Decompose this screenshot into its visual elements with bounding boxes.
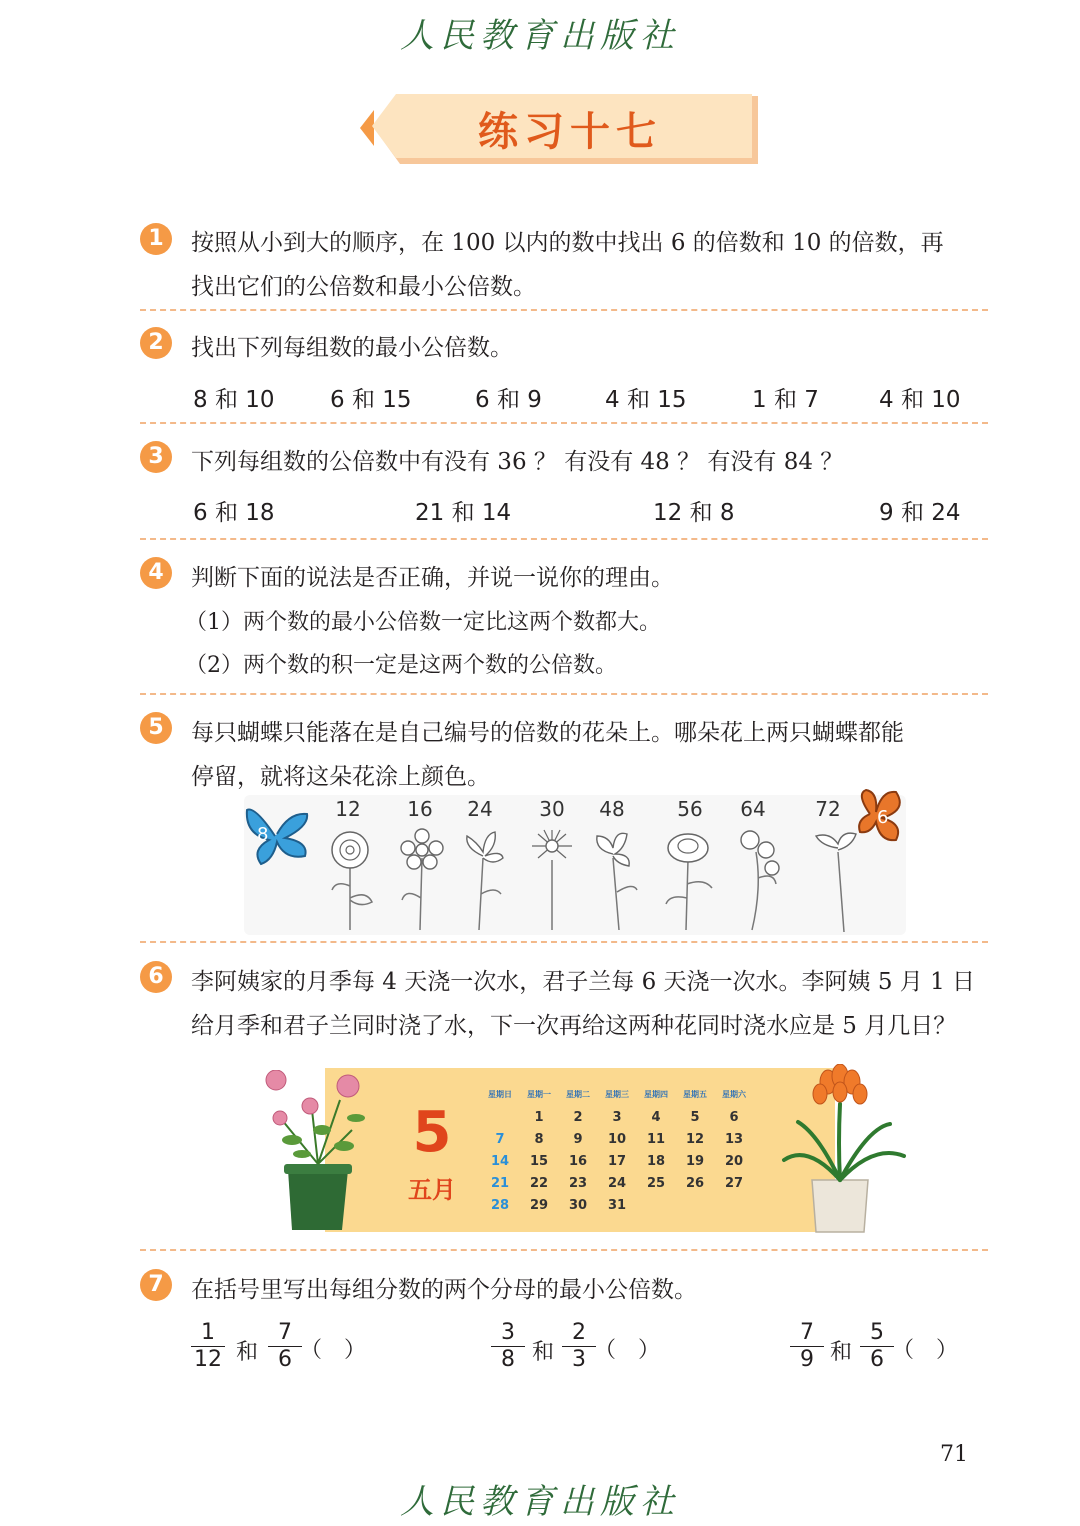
calendar-day: 18 bbox=[646, 1154, 666, 1169]
divider bbox=[140, 538, 988, 540]
calendar-day: 16 bbox=[568, 1154, 588, 1169]
calendar-day: 11 bbox=[646, 1132, 666, 1147]
calendar-day: 1 bbox=[534, 1110, 544, 1125]
q4-statement-1: （1）两个数的最小公倍数一定比这两个数都大。 bbox=[185, 610, 661, 635]
number-pair: 4 和 10 bbox=[879, 387, 961, 413]
calendar-day: 8 bbox=[534, 1132, 544, 1147]
number-pair: 6 和 18 bbox=[193, 500, 275, 526]
flower-number: 48 bbox=[599, 797, 625, 821]
calendar-day: 24 bbox=[607, 1176, 627, 1191]
fraction: 7 6 bbox=[268, 1321, 302, 1372]
publisher-footer: 人民教育出版社 bbox=[400, 1482, 680, 1522]
calendar-day: 12 bbox=[685, 1132, 705, 1147]
calendar-day: 15 bbox=[529, 1154, 549, 1169]
calendar-day: 26 bbox=[685, 1176, 705, 1191]
clivia-pot-icon bbox=[778, 1064, 908, 1234]
flower-number: 24 bbox=[467, 797, 493, 821]
fraction: 3 8 bbox=[491, 1321, 525, 1372]
question-number-7: 7 bbox=[140, 1269, 172, 1301]
q6-line-1: 李阿姨家的月季每 4 天浇一次水，君子兰每 6 天浇一次水。李阿姨 5 月 1 日 bbox=[191, 969, 976, 995]
number-pair: 8 和 10 bbox=[193, 387, 275, 413]
divider bbox=[140, 941, 988, 943]
number-pair: 6 和 9 bbox=[475, 387, 542, 413]
calendar-day: 5 bbox=[690, 1110, 700, 1125]
q2-text: 找出下列每组数的最小公倍数。 bbox=[191, 335, 513, 361]
fraction: 7 9 bbox=[790, 1321, 824, 1372]
calendar-day: 4 bbox=[651, 1110, 661, 1125]
flower-number: 72 bbox=[815, 797, 841, 821]
butterfly-number: 6 bbox=[877, 807, 889, 828]
question-number-6: 6 bbox=[140, 961, 172, 993]
butterfly-icon bbox=[245, 806, 311, 866]
q1-line-2: 找出它们的公倍数和最小公倍数。 bbox=[191, 274, 536, 300]
publisher-header: 人民教育出版社 bbox=[400, 16, 680, 56]
page-number: 71 bbox=[940, 1442, 968, 1467]
number-pair: 9 和 24 bbox=[879, 500, 961, 526]
calendar-day: 23 bbox=[568, 1176, 588, 1191]
calendar-day: 29 bbox=[529, 1198, 549, 1213]
calendar-month-number: 5 bbox=[412, 1100, 452, 1165]
calendar-day: 10 bbox=[607, 1132, 627, 1147]
question-number-3: 3 bbox=[140, 441, 172, 473]
fraction-connector: 和 bbox=[532, 1340, 555, 1365]
divider bbox=[140, 309, 988, 311]
calendar-day: 17 bbox=[607, 1154, 627, 1169]
calendar-day: 30 bbox=[568, 1198, 588, 1213]
number-pair: 12 和 8 bbox=[653, 500, 735, 526]
divider bbox=[140, 422, 988, 424]
q6-line-2: 给月季和君子兰同时浇了水，下一次再给这两种花同时浇水应是 5 月几日？ bbox=[191, 1013, 957, 1039]
answer-blank[interactable]: （ ） bbox=[300, 1338, 367, 1363]
calendar-day: 19 bbox=[685, 1154, 705, 1169]
fraction-connector: 和 bbox=[830, 1340, 853, 1365]
weekday-header: 星期一 bbox=[527, 1090, 551, 1099]
flower-sketch bbox=[394, 828, 450, 932]
q4-statement-2: （2）两个数的积一定是这两个数的公倍数。 bbox=[185, 653, 617, 678]
calendar-day: 7 bbox=[495, 1132, 505, 1147]
question-number-2: 2 bbox=[140, 327, 172, 359]
divider bbox=[140, 1249, 988, 1251]
title-banner bbox=[360, 94, 760, 166]
q4-text: 判断下面的说法是否正确，并说一说你的理由。 bbox=[191, 565, 674, 591]
question-number-4: 4 bbox=[140, 557, 172, 589]
calendar-day: 2 bbox=[573, 1110, 583, 1125]
calendar-day: 20 bbox=[724, 1154, 744, 1169]
answer-blank[interactable]: （ ） bbox=[892, 1338, 959, 1363]
butterfly-number: 8 bbox=[257, 824, 269, 845]
flower-sketch bbox=[455, 828, 511, 932]
q5-line-1: 每只蝴蝶只能落在是自己编号的倍数的花朵上。哪朵花上两只蝴蝶都能 bbox=[191, 720, 904, 746]
flower-number: 64 bbox=[740, 797, 766, 821]
flower-sketch bbox=[322, 828, 378, 932]
flower-number: 16 bbox=[407, 797, 433, 821]
fraction: 5 6 bbox=[860, 1321, 894, 1372]
calendar-day: 25 bbox=[646, 1176, 666, 1191]
answer-blank[interactable]: （ ） bbox=[594, 1338, 661, 1363]
fraction: 1 12 bbox=[191, 1321, 225, 1372]
number-pair: 4 和 15 bbox=[605, 387, 687, 413]
weekday-header: 星期三 bbox=[605, 1090, 629, 1099]
weekday-header: 星期二 bbox=[566, 1090, 590, 1099]
flower-number: 56 bbox=[677, 797, 703, 821]
q3-text: 下列每组数的公倍数中有没有 36 ？ 有没有 48 ？ 有没有 84 ？ bbox=[191, 449, 844, 475]
question-number-1: 1 bbox=[140, 223, 172, 255]
calendar-day: 6 bbox=[729, 1110, 739, 1125]
number-pair: 1 和 7 bbox=[752, 387, 819, 413]
calendar-day: 21 bbox=[490, 1176, 510, 1191]
calendar-day: 28 bbox=[490, 1198, 510, 1213]
calendar-day: 14 bbox=[490, 1154, 510, 1169]
flower-sketch bbox=[660, 828, 716, 932]
calendar-month-name: 五月 bbox=[408, 1175, 456, 1204]
flower-number: 30 bbox=[539, 797, 565, 821]
weekday-header: 星期六 bbox=[722, 1090, 746, 1099]
fraction: 2 3 bbox=[562, 1321, 596, 1372]
calendar-day: 3 bbox=[612, 1110, 622, 1125]
flower-sketch bbox=[732, 828, 788, 932]
q7-text: 在括号里写出每组分数的两个分母的最小公倍数。 bbox=[191, 1277, 697, 1303]
fraction-connector: 和 bbox=[236, 1340, 259, 1365]
calendar-day: 22 bbox=[529, 1176, 549, 1191]
q1-line-1: 按照从小到大的顺序，在 100 以内的数中找出 6 的倍数和 10 的倍数，再 bbox=[191, 230, 944, 256]
page-title: 练习十七 bbox=[478, 108, 662, 155]
number-pair: 6 和 15 bbox=[330, 387, 412, 413]
calendar-day: 13 bbox=[724, 1132, 744, 1147]
divider bbox=[140, 693, 988, 695]
flower-sketch bbox=[587, 828, 643, 932]
calendar-day: 27 bbox=[724, 1176, 744, 1191]
weekday-header: 星期日 bbox=[488, 1090, 512, 1099]
flower-sketch bbox=[524, 828, 580, 932]
number-pair: 21 和 14 bbox=[415, 500, 512, 526]
weekday-header: 星期五 bbox=[683, 1090, 707, 1099]
question-number-5: 5 bbox=[140, 712, 172, 744]
flower-number: 12 bbox=[335, 797, 361, 821]
q5-line-2: 停留，就将这朵花涂上颜色。 bbox=[191, 764, 490, 790]
rose-pot-icon bbox=[252, 1070, 382, 1232]
calendar-day: 9 bbox=[573, 1132, 583, 1147]
calendar-day: 31 bbox=[607, 1198, 627, 1213]
weekday-header: 星期四 bbox=[644, 1090, 668, 1099]
